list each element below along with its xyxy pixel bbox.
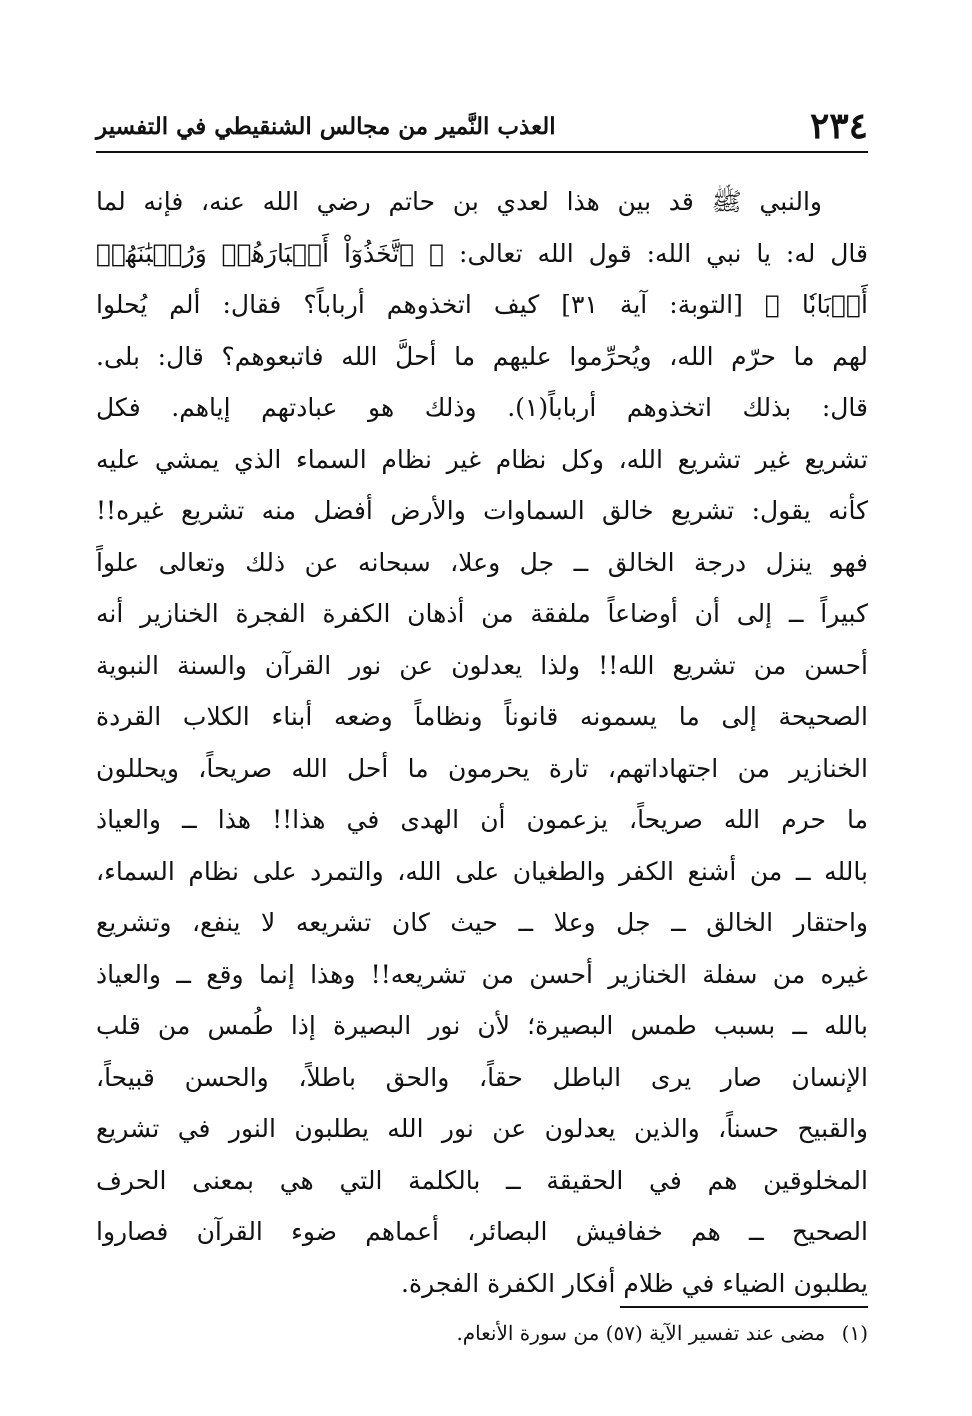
text-line: تشريع غير تشريع الله، وكل نظام غير نظام السماء الذي يمشي عليه [96, 444, 868, 474]
footnote-rule [620, 1306, 868, 1308]
text-line: أحسن من تشريع الله!! ولذا يعدلون عن نور القرآن والسنة النبوية [96, 650, 868, 680]
text-line: ما حرم الله صريحاً، يزعمون أن الهدى في هذا!! هذا ــ والعياذ [96, 805, 868, 834]
text-line: كبيراً ــ إلى أن أوضاعاً ملفقة من أذهان الكفرة الفجرة الخنازير أنه [96, 599, 868, 628]
footnote-marker: (١) [841, 1321, 868, 1345]
text-line: والقبيح حسناً، والذين يعدلون عن نور الله يطلبون النور في تشريع [96, 1114, 868, 1143]
page-header [96, 102, 868, 152]
text-line: كأنه يقول: تشريع خالق السماوات والأرض أفضل منه تشريع غيره!! [96, 496, 868, 525]
text-line: قال: بذلك اتخذوهم أرباباً(١). وذلك هو عبادتهم إياهم. فكل [96, 393, 868, 422]
text-line: الخنازير من اجتهاداتهم، تارة يحرمون ما أحل الله صريحاً، ويحللون [96, 753, 868, 783]
text-line: قال له: يا نبي الله: قول الله تعالى: ﴿ ٱتَّخَذُوٓاْ أَحۡبَارَهُمۡ وَرُهۡبَٰنَهُمۡ [96, 238, 868, 268]
text-line: الإنسان صار يرى الباطل حقاً، والحق باطلاً، والحسن قبيحاً، [96, 1062, 868, 1092]
text-line: لهم ما حرّم الله، ويُحرِّموا عليهم ما أحلَّ الله فاتبعوهم؟ قال: بلى. [96, 341, 868, 371]
header-rule [96, 151, 868, 153]
text-line: فهو ينزل درجة الخالق ــ جل وعلا، سبحانه عن ذلك وتعالى علواً [96, 547, 868, 577]
text-line: واحتقار الخالق ــ جل وعلا ــ حيث كان تشريعه لا ينفع، وتشريع [96, 908, 868, 937]
text-line: بالله ــ من أشنع الكفر والطغيان على الله، والتمرد على نظام السماء، [96, 856, 868, 886]
text-line: بالله ــ بسبب طمس البصيرة؛ لأن نور البصيرة إذا طُمس من قلب [96, 1011, 868, 1040]
page-number: ٢٣٤ [809, 105, 868, 147]
text-line: غيره من سفلة الخنازير أحسن من تشريعه!! وهذا إنما وقع ــ والعياذ [96, 959, 868, 989]
footnote-text: مضى عند تفسير الآية (٥٧) من سورة الأنعام. [456, 1321, 826, 1345]
text-line: أَرۡبَابٗا ﴾ [التوبة: آية ٣١] كيف اتخذوهم أرباباً؟ فقال: ألم يُحلوا [96, 290, 868, 319]
text-line: الصحيحة إلى ما يسمونه قانوناً ونظاماً وضعه أبناء الكلاب القردة [96, 702, 868, 731]
text-line: والنبي ﷺ قد بين هذا لعدي بن حاتم رضي الله عنه، فإنه لما [96, 187, 822, 216]
body-text [96, 176, 868, 1309]
text-line: المخلوقين هم في الحقيقة ــ بالكلمة التي هي بمعنى الحرف [96, 1165, 868, 1195]
text-line: يطلبون الضياء في ظلام أفكار الكفرة الفجرة. [401, 1268, 868, 1298]
text-line: الصحيح ــ هم خفافيش البصائر، أعماهم ضوء القرآن فصاروا [96, 1217, 868, 1246]
footnote [96, 1318, 868, 1348]
running-title: العذب النَّمير من مجالس الشنقيطي في التفسير [96, 113, 556, 140]
